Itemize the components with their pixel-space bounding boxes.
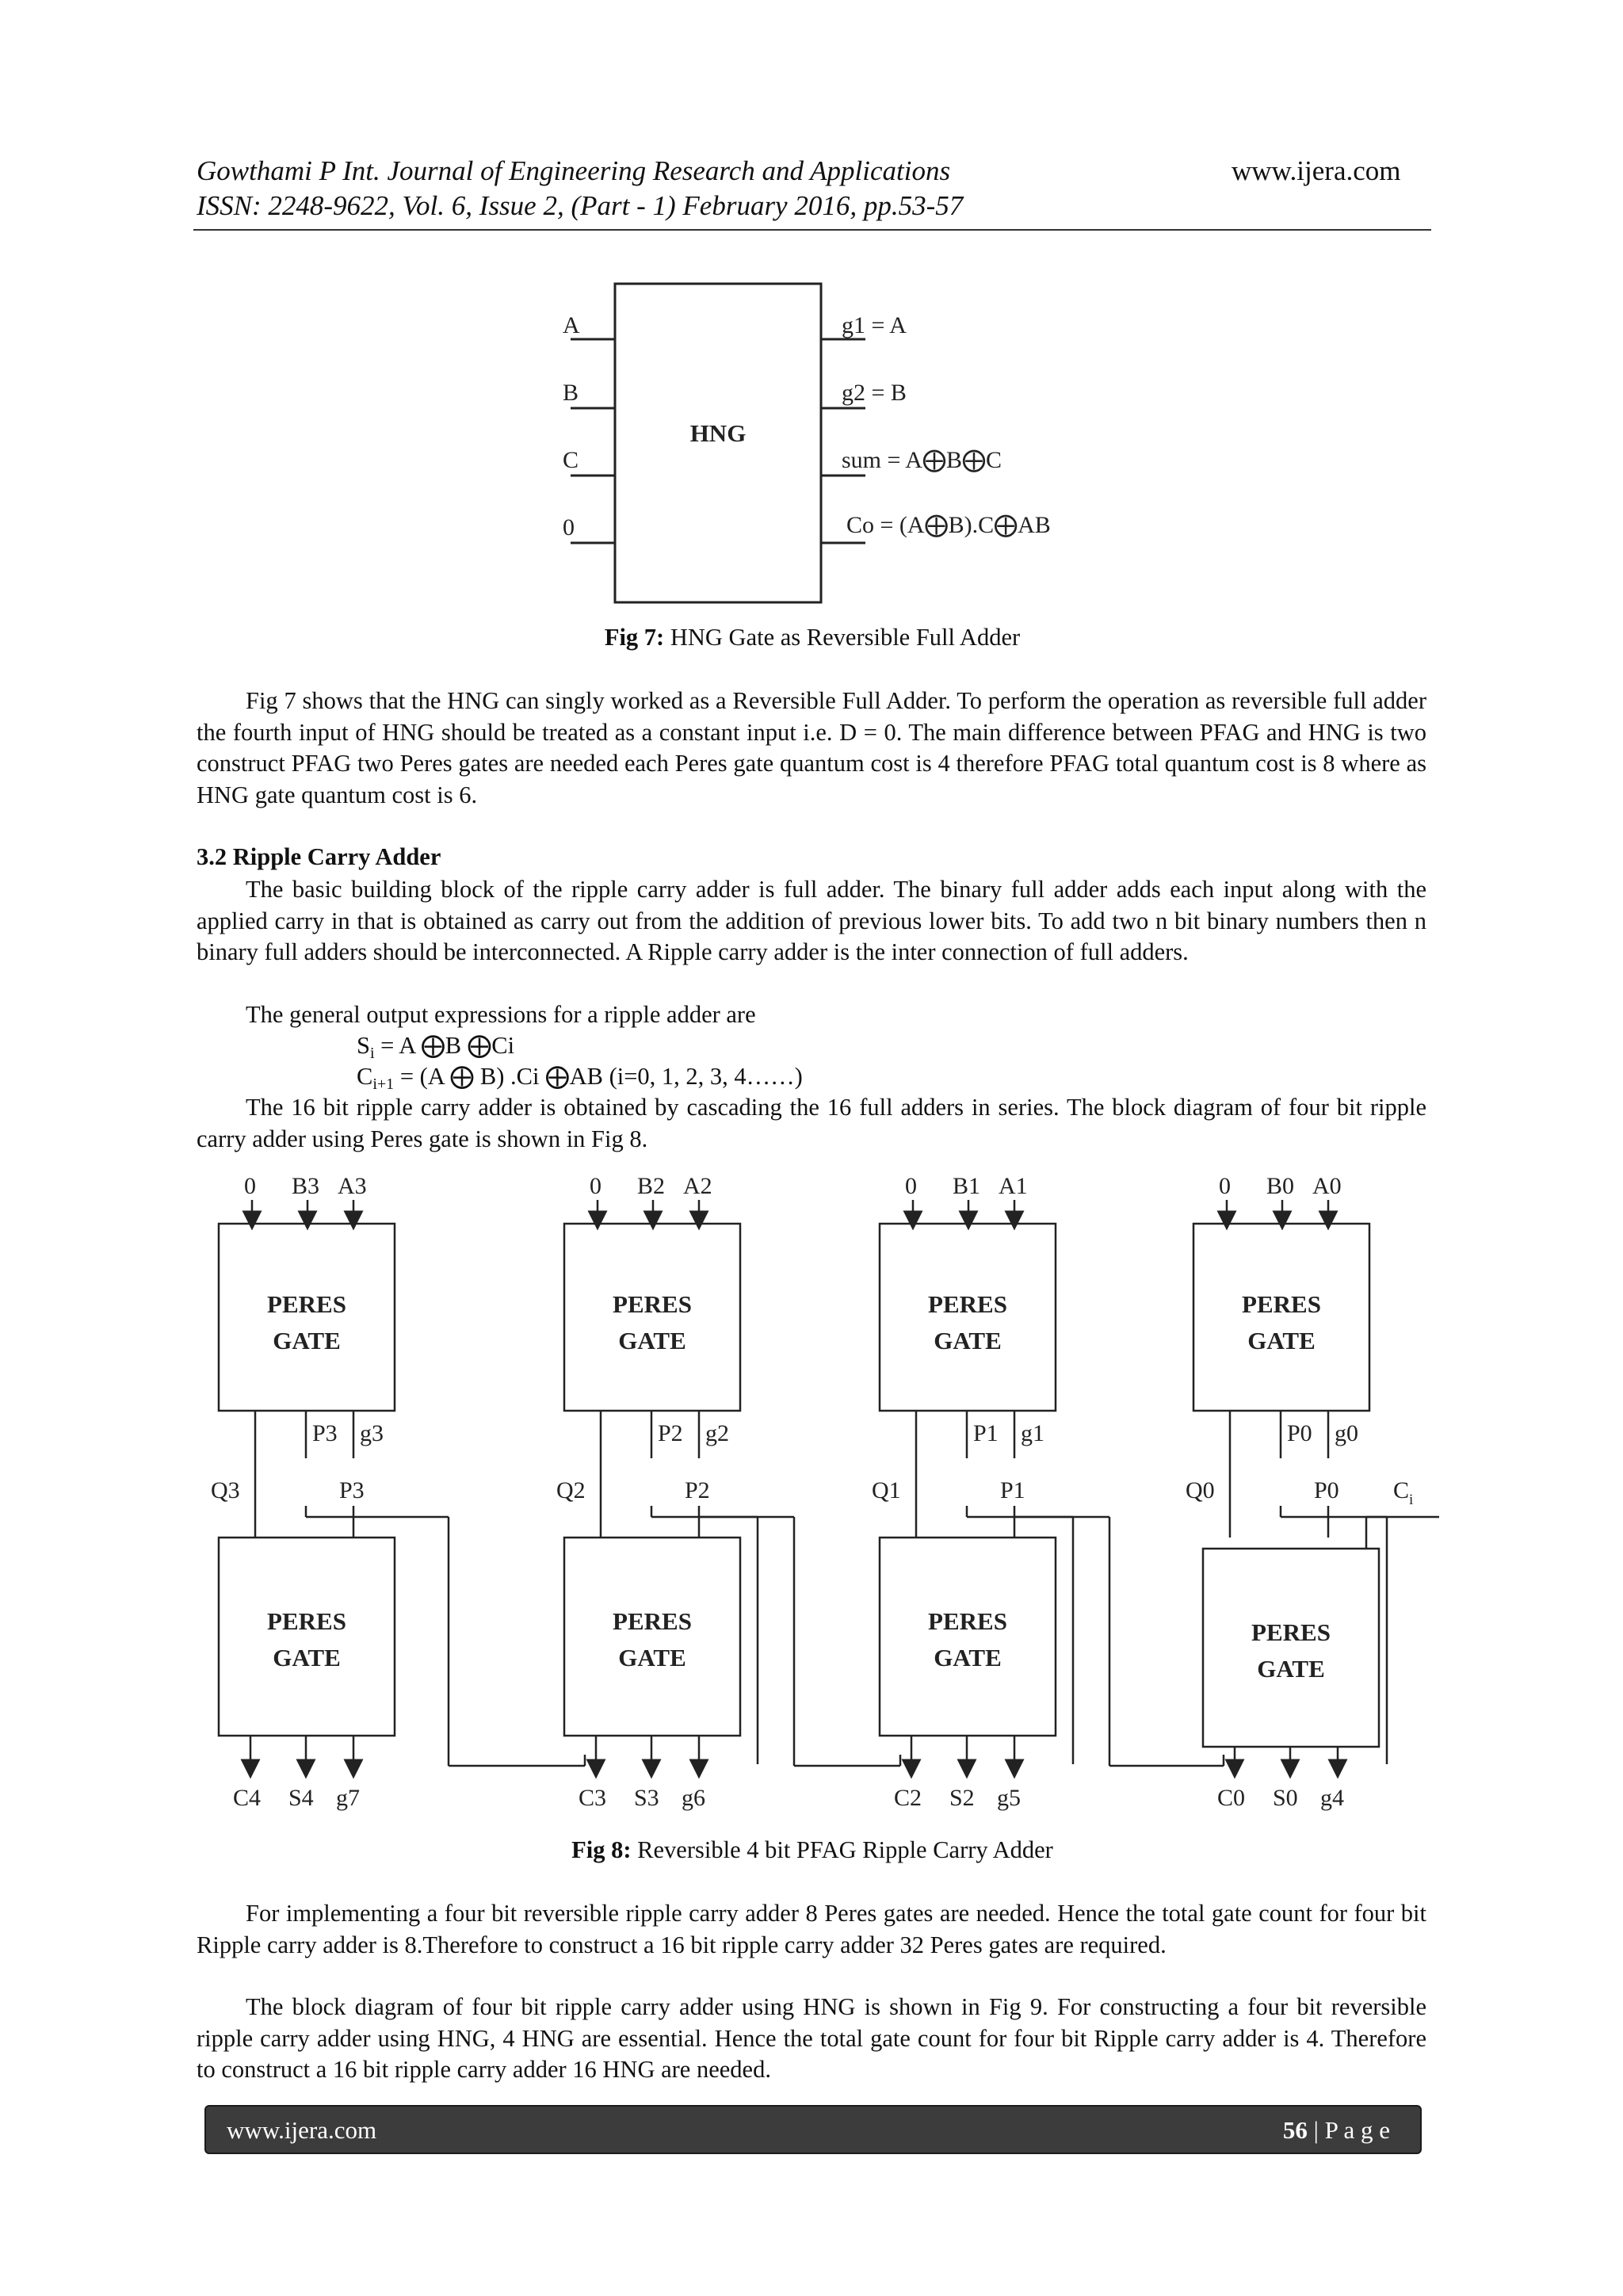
peres-gate-upper-label2-2: GATE xyxy=(934,1327,1002,1354)
stage-2-q-label: Q1 xyxy=(872,1477,901,1503)
hng-input-c: C xyxy=(563,447,579,473)
stage-2-output-1: S2 xyxy=(949,1785,975,1811)
peres-gate-upper-label1-2: PERES xyxy=(928,1290,1007,1318)
fig7-caption-label: Fig 7: xyxy=(604,624,665,651)
fig8-caption xyxy=(193,1834,1431,1866)
stage-0-top-output-0: P3 xyxy=(312,1420,338,1446)
peres-gate-lower-label2-3: GATE xyxy=(1257,1655,1325,1683)
stage-3-output-2: g4 xyxy=(1320,1785,1344,1811)
peres-gate-lower-0 xyxy=(219,1538,395,1736)
hng-output-sum: sum = A⨁B⨁C xyxy=(842,447,1002,473)
paragraph-16bit-cascade: The 16 bit ripple carry adder is obtained by cascading the 16 full adders in series. The block diagram of four bit ripple carry adder using Peres gate is shown in Fig 8. xyxy=(197,1094,1426,1152)
equation-sum: $S_i = A$ ⨁B ⨁Ci xyxy=(357,1032,515,1062)
peres-gate-lower-label2-0: GATE xyxy=(273,1644,341,1671)
stage-2-top-output-0: P1 xyxy=(973,1420,999,1446)
paragraph-ripple-basic: The basic building block of the ripple carry adder is full adder. The binary full adder adds each input along with the applied carry in that is obtained as carry out from the addition of previous lower bits. To add two n bit binary numbers then n binary full adders should be interconnected. A Ripple carry adder is the inter connection of full adders. xyxy=(197,876,1426,965)
stage-1-output-1: S3 xyxy=(634,1785,659,1811)
hng-input-b: B xyxy=(563,380,579,406)
stage-0-output-0: C4 xyxy=(233,1785,262,1811)
stage-2-p-label: P1 xyxy=(1000,1477,1025,1503)
peres-gate-lower-label2-1: GATE xyxy=(618,1644,686,1671)
stage-2-input-0: 0 xyxy=(905,1173,917,1199)
stage-3-input-2: A0 xyxy=(1312,1173,1342,1199)
peres-gate-lower-label1-0: PERES xyxy=(267,1607,346,1635)
equation-carry: $C_{i+1} = (A$ ⨁ B) .Ci ⨁AB (i=0, 1, 2, 3, 4……) xyxy=(357,1063,803,1093)
stage-0-q-label: Q3 xyxy=(211,1477,240,1503)
hng-input-0: 0 xyxy=(563,514,575,541)
stage-0-input-1: B3 xyxy=(292,1173,320,1199)
footer-page-number: 56 | P a g e xyxy=(1282,2116,1390,2144)
stage-0-top-output-1: g3 xyxy=(360,1420,384,1446)
stage-1-output-0: C3 xyxy=(579,1785,607,1811)
stage-1-top-output-1: g2 xyxy=(705,1420,729,1446)
hng-label: HNG xyxy=(689,419,747,447)
peres-gate-upper-label2-3: GATE xyxy=(1247,1327,1316,1354)
journal-header-line1: Gowthami P Int. Journal of Engineering Research and Applications xyxy=(197,155,951,186)
hng-output-co: Co = (A⨁B).C⨁AB xyxy=(846,512,1051,538)
stage-0-output-1: S4 xyxy=(288,1785,314,1811)
stage-0-input-0: 0 xyxy=(244,1173,256,1199)
fig7-caption-text: HNG Gate as Reversible Full Adder xyxy=(664,624,1021,651)
hng-output-g1: g1 = A xyxy=(842,312,907,338)
fig7-caption xyxy=(193,621,1431,653)
stage-3-q-label: Q0 xyxy=(1186,1477,1215,1503)
peres-gate-lower-label1-1: PERES xyxy=(613,1607,692,1635)
fig8-caption-text: Reversible 4 bit PFAG Ripple Carry Adder xyxy=(631,1836,1053,1863)
stage-2-input-1: B1 xyxy=(953,1173,981,1199)
peres-gate-lower-label2-2: GATE xyxy=(934,1644,1002,1671)
peres-gate-lower-2 xyxy=(880,1538,1056,1736)
paragraph-peres-gate-count: For implementing a four bit reversible ripple carry adder 8 Peres gates are needed. Hence the total gate count for four bit Ripple carry adder is 8.Therefore to construct a 16 bit ripple carry adder 32 Peres gates are required. xyxy=(197,1900,1426,1958)
peres-gate-lower-3 xyxy=(1203,1549,1379,1747)
section-title-ripple-carry-adder: 3.2 Ripple Carry Adder xyxy=(197,843,441,870)
stage-3-top-output-0: P0 xyxy=(1287,1420,1312,1446)
stage-2-output-0: C2 xyxy=(894,1785,922,1811)
peres-gate-lower-label1-3: PERES xyxy=(1251,1618,1331,1646)
stage-1-p-label: P2 xyxy=(685,1477,710,1503)
header-website: www.ijera.com xyxy=(1232,155,1401,186)
carry-in-sub: i xyxy=(1409,1492,1414,1508)
stage-3-output-1: S0 xyxy=(1273,1785,1298,1811)
stage-1-input-1: B2 xyxy=(637,1173,666,1199)
peres-gate-upper-label2-1: GATE xyxy=(618,1327,686,1354)
hng-input-a: A xyxy=(563,312,580,338)
paragraph-output-expressions: The general output expressions for a ripple adder are xyxy=(246,1001,756,1028)
stage-0-p-label: P3 xyxy=(339,1477,365,1503)
peres-gate-upper-label1-3: PERES xyxy=(1242,1290,1321,1318)
peres-gate-upper-label1-0: PERES xyxy=(267,1290,346,1318)
stage-3-input-0: 0 xyxy=(1219,1173,1231,1199)
stage-3-output-0: C0 xyxy=(1217,1785,1246,1811)
peres-gate-upper-label2-0: GATE xyxy=(273,1327,341,1354)
stage-3-input-1: B0 xyxy=(1266,1173,1295,1199)
stage-2-top-output-1: g1 xyxy=(1021,1420,1044,1446)
stage-3-top-output-1: g0 xyxy=(1335,1420,1358,1446)
stage-0-input-2: A3 xyxy=(338,1173,367,1199)
peres-gate-upper-label1-1: PERES xyxy=(613,1290,692,1318)
stage-1-q-label: Q2 xyxy=(556,1477,586,1503)
paragraph-hng-full-adder: Fig 7 shows that the HNG can singly worked as a Reversible Full Adder. To perform the operation as reversible full adder the fourth input of HNG should be treated as a constant input i.e. D = 0. The main difference between PFAG and HNG is two construct PFAG two Peres gates are needed each Peres gate quantum cost is 4 therefore PFAG total quantum cost is 8 where as HNG gate quantum cost is 6. xyxy=(197,687,1426,808)
footer-website: www.ijera.com xyxy=(227,2116,377,2144)
paragraph-hng-gate-count: The block diagram of four bit ripple carry adder using HNG is shown in Fig 9. For constructing a four bit reversible ripple carry adder using HNG, 4 HNG are essential. Hence the total gate count for four bit Ripple carry adder is 4. Therefore to construct a 16 bit ripple carry adder 16 HNG are needed. xyxy=(197,1993,1426,2083)
stage-2-output-2: g5 xyxy=(997,1785,1021,1811)
peres-gate-lower-label1-2: PERES xyxy=(928,1607,1007,1635)
header-rule xyxy=(193,229,1431,231)
peres-gate-lower-1 xyxy=(564,1538,740,1736)
fig8-caption-label: Fig 8: xyxy=(571,1836,632,1863)
fig7-hng-diagram xyxy=(539,269,1125,618)
stage-3-p-label: P0 xyxy=(1314,1477,1339,1503)
stage-1-input-2: A2 xyxy=(683,1173,712,1199)
hng-output-g2: g2 = B xyxy=(842,380,907,406)
page-footer xyxy=(204,2105,1422,2154)
stage-1-output-2: g6 xyxy=(682,1785,705,1811)
journal-header-line2: ISSN: 2248-9622, Vol. 6, Issue 2, (Part - 1) February 2016, pp.53-57 xyxy=(197,190,964,221)
stage-0-output-2: g7 xyxy=(336,1785,360,1811)
stage-2-input-2: A1 xyxy=(999,1173,1028,1199)
carry-in-label: C xyxy=(1393,1477,1410,1503)
stage-1-top-output-0: P2 xyxy=(658,1420,683,1446)
fig8-ripple-carry-diagram xyxy=(206,1165,1442,1823)
stage-1-input-0: 0 xyxy=(590,1173,601,1199)
